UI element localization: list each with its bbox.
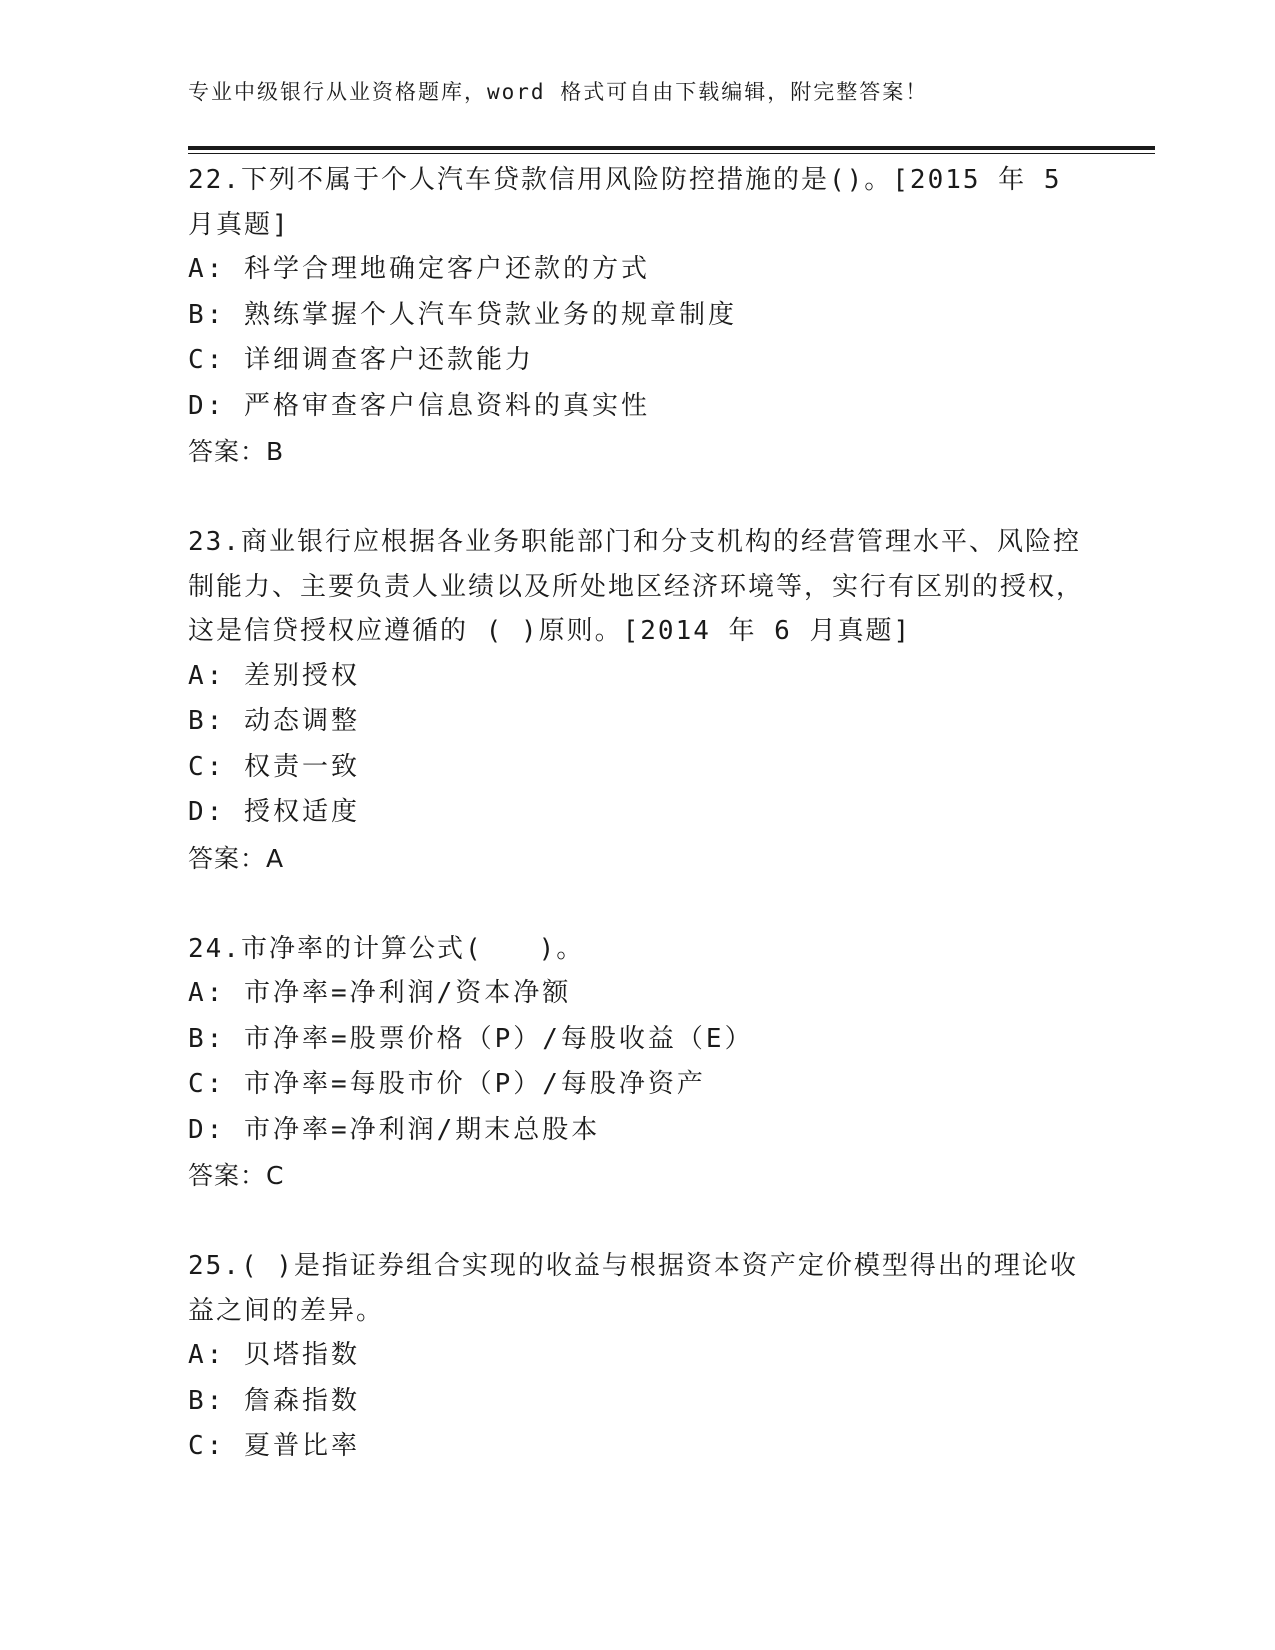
option-c: C: 夏普比率 [188, 1431, 360, 1461]
question-24 [188, 927, 1088, 1199]
option-d: D: 严格审查客户信息资料的真实性 [188, 390, 650, 421]
question-stem: 22.下列不属于个人汽车贷款信用风险防控措施的是()。[2015 年 5 月真题] [188, 165, 1062, 240]
option-d: D: 市净率=净利润/期末总股本 [188, 1114, 601, 1145]
option-b: B: 詹森指数 [188, 1385, 360, 1416]
option-c: C: 详细调查客户还款能力 [188, 345, 534, 375]
option-b: B: 市净率=股票价格（P）/每股收益（E） [188, 1023, 754, 1054]
option-c: C: 权责一致 [188, 751, 360, 782]
page-header: 专业中级银行从业资格题库，word 格式可自由下载编辑，附完整答案！ [188, 80, 929, 104]
option-a: A: 市净率=净利润/资本净额 [188, 978, 572, 1008]
option-a: A: 差别授权 [188, 660, 360, 691]
question-stem: 24.市净率的计算公式( )。 [188, 933, 585, 964]
question-stem: 25.( )是指证券组合实现的收益与根据资本资产定价模型得出的理论收益之间的差异。 [188, 1251, 1078, 1326]
option-a: A: 科学合理地确定客户还款的方式 [188, 254, 650, 284]
answer-line: 答案：C [188, 1161, 285, 1190]
option-b: B: 动态调整 [188, 706, 360, 736]
option-c: C: 市净率=每股市价（P）/每股净资产 [188, 1069, 706, 1099]
question-stem: 23.商业银行应根据各业务职能部门和分支机构的经营管理水平、风险控制能力、主要负责人业绩以及所处地区经济环境等，实行有区别的授权，这是信贷授权应遵循的 ( )原则。[2014 年 6 月真题] [188, 527, 1085, 646]
answer-line: 答案：A [188, 843, 285, 873]
question-list [188, 158, 1088, 1516]
question-25 [188, 1244, 1088, 1470]
answer-line: 答案：B [188, 437, 285, 466]
question-22 [188, 158, 1088, 474]
option-b: B: 熟练掌握个人汽车贷款业务的规章制度 [188, 299, 737, 330]
option-a: A: 贝塔指数 [188, 1340, 360, 1370]
question-23 [188, 520, 1088, 881]
header-rule-thin [188, 153, 1155, 154]
header-rule-thick [188, 146, 1155, 150]
option-d: D: 授权适度 [188, 797, 360, 827]
